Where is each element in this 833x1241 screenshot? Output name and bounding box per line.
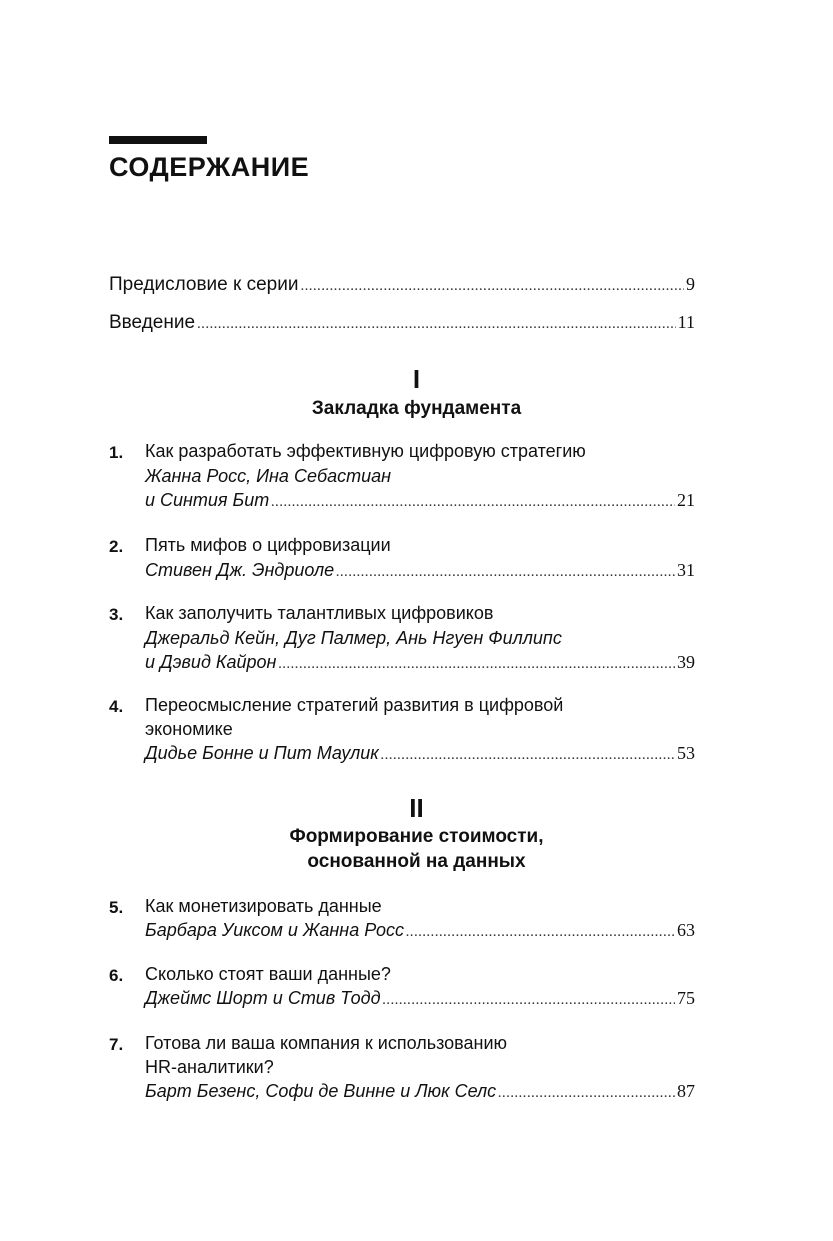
chapter-authors: Дидье Бонне и Пит Маулик — [145, 743, 379, 763]
chapter-number: 2. — [109, 537, 124, 556]
chapter-page: 21 — [677, 490, 695, 510]
dot-leader — [300, 278, 684, 295]
chapter-page: 75 — [677, 988, 695, 1008]
toc-entry-preface[interactable] — [109, 274, 695, 296]
chapter-number: 6. — [109, 966, 124, 985]
dot-leader — [336, 564, 675, 581]
chapter-authors: и Дэвид Кайрон — [145, 652, 277, 672]
chapter-number: 1. — [109, 443, 124, 462]
chapter-page: 87 — [677, 1081, 695, 1101]
chapter-page: 39 — [677, 652, 695, 672]
chapter-authors-row — [145, 743, 695, 764]
chapter-title[interactable]: Переосмысление стратегий развития в цифровой — [145, 695, 564, 715]
dot-leader — [381, 747, 675, 764]
chapter-authors: Джеральд Кейн, Дуг Палмер, Ань Нгуен Филлипс — [145, 628, 562, 648]
chapter-title-continued[interactable]: экономике — [145, 719, 233, 739]
chapter-page: 53 — [677, 743, 695, 763]
chapter-page: 63 — [677, 920, 695, 940]
entry-title: Введение — [109, 312, 196, 333]
entry-title: Предисловие к серии — [109, 274, 299, 295]
dot-leader — [406, 924, 675, 941]
chapter-authors-row — [145, 920, 695, 941]
entry-page: 11 — [677, 312, 695, 332]
chapter-title[interactable]: Как монетизировать данные — [145, 896, 382, 916]
chapter-authors-row — [145, 652, 695, 673]
dot-leader — [197, 316, 676, 333]
chapter-authors: Барбара Уиксом и Жанна Росс — [145, 920, 405, 940]
chapter-authors: Жанна Росс, Ина Себастиан — [145, 466, 392, 486]
dot-leader — [278, 656, 675, 673]
chapter-number: 5. — [109, 898, 124, 917]
title-bar-decoration — [109, 136, 207, 144]
chapter-authors: Джеймс Шорт и Стив Тодд — [145, 988, 381, 1008]
chapter-authors: Стивен Дж. Эндриоле — [145, 560, 335, 580]
part-number: I — [412, 364, 421, 394]
chapter-title[interactable]: Сколько стоят ваши данные? — [145, 964, 391, 984]
chapter-authors: и Синтия Бит — [145, 490, 270, 510]
part-title: Закладка фундамента — [311, 398, 522, 419]
chapter-title[interactable]: Пять мифов о цифровизации — [145, 535, 391, 555]
entry-page: 9 — [686, 274, 695, 294]
chapter-title-continued[interactable]: HR-аналитики? — [145, 1057, 274, 1077]
part-title-continued: основанной на данных — [307, 851, 526, 872]
chapter-title[interactable]: Как заполучить талантливых цифровиков — [145, 603, 494, 623]
toc-entry-introduction[interactable] — [109, 312, 695, 334]
chapter-title[interactable]: Как разработать эффективную цифровую стратегию — [145, 441, 586, 461]
chapter-authors-row — [145, 1081, 695, 1102]
chapter-number: 3. — [109, 605, 124, 624]
chapter-number: 7. — [109, 1035, 124, 1054]
dot-leader — [498, 1085, 675, 1102]
chapter-number: 4. — [109, 697, 124, 716]
dot-leader — [383, 992, 675, 1009]
chapter-authors: Барт Безенс, Софи де Винне и Люк Селс — [145, 1081, 497, 1101]
part-number: II — [409, 793, 424, 823]
chapter-title[interactable]: Готова ли ваша компания к использованию — [145, 1033, 508, 1053]
chapter-authors-row — [145, 560, 695, 581]
page-title: СОДЕРЖАНИЕ — [109, 152, 310, 182]
chapter-authors-row — [145, 490, 695, 511]
dot-leader — [271, 494, 675, 511]
chapter-page: 31 — [677, 560, 695, 580]
chapter-authors-row — [145, 988, 695, 1009]
part-title: Формирование стоимости, — [289, 826, 544, 847]
